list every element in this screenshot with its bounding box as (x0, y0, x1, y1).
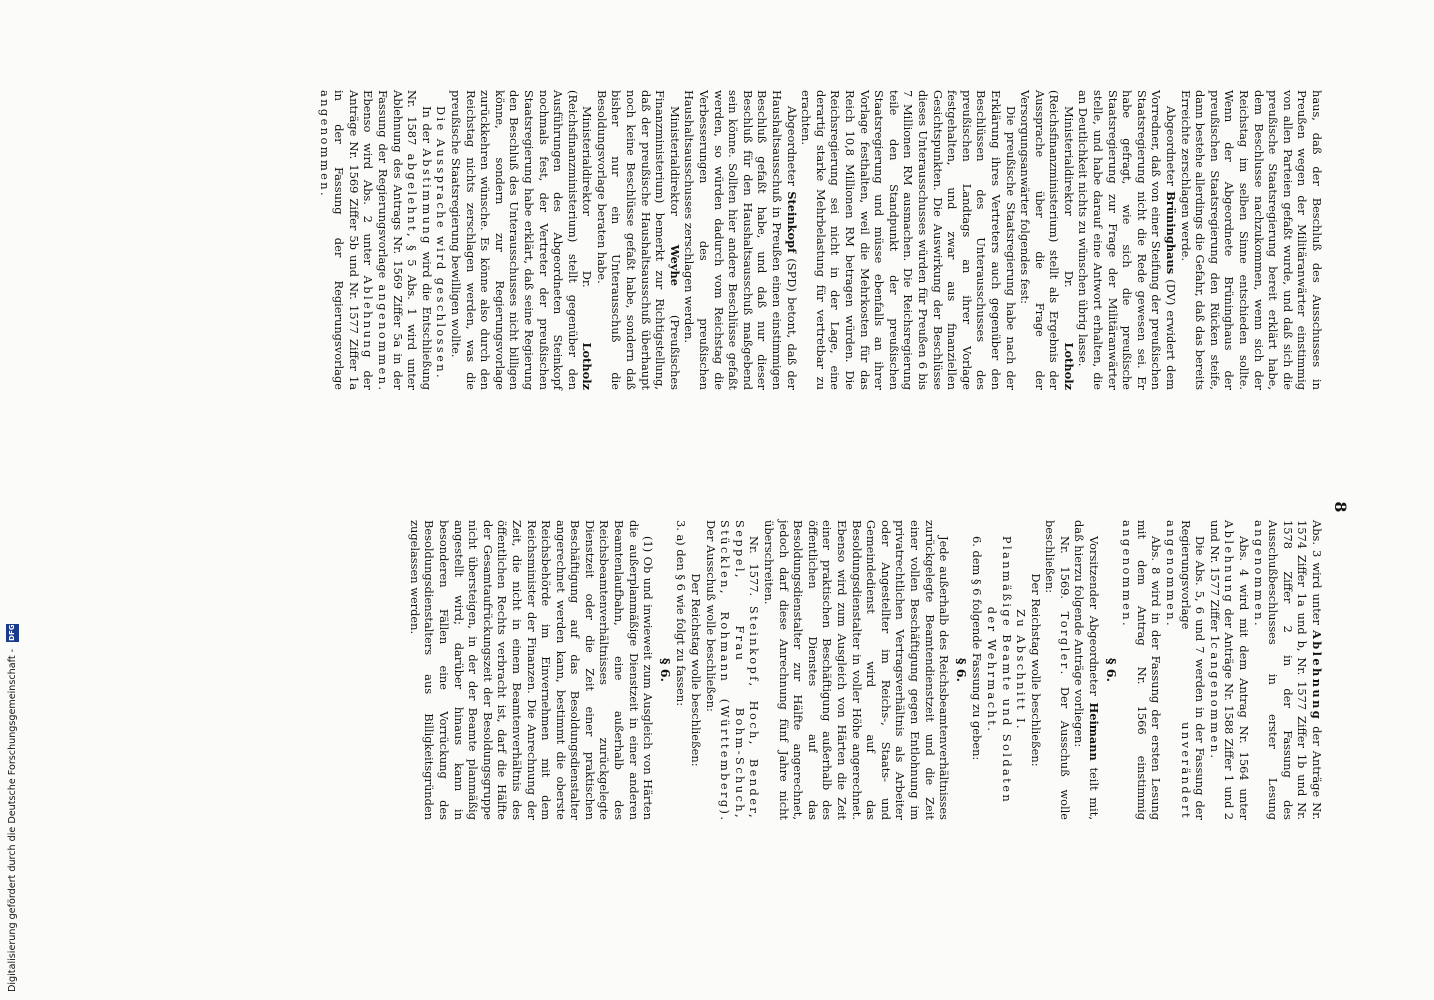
text-run: Ablehnung (1222, 520, 1237, 605)
text-run: Ablehnung (361, 275, 376, 360)
centered-line: Planmäßige Beamte und Soldaten der Wehrmacht. (984, 535, 1014, 805)
text-run: Die Abs. 5, 6 und 7 werden in der Fassung der Regierungsvorlage (1178, 520, 1208, 820)
text-run: . (1164, 622, 1179, 626)
text-run: (DV) erwidert dem Vorredner, daß von einer Steifung der preußischen Staatsregierung nicht die Rede gewesen sei. Er habe gefragt, wie sich die preußische Staatsregierung zur Frage der Militäranwärter stelle, und habe darauf eine Antwort erhalten, die an Deutlichkeit nichts zu wünschen übrig lasse. (1076, 90, 1179, 390)
text-run: Lotholz (580, 342, 595, 390)
paragraph (1207, 520, 1251, 820)
text-run: der Anträge Nr. 1569 Ziffer 5b und Nr. 1577 Ziffer 1a in der Fassung der Regierungsvorlage (332, 90, 376, 390)
text-run: . (1251, 622, 1266, 626)
text-run: angenommen (376, 284, 390, 387)
text-run: (Reichsfinanzministerium) stellt gegenüber den Ausführungen des Abgeordneten Steinkopf nochmals fest, der Vertreter der preußischen Staatsregierung habe erklärt, daß seine Regierung den Beschluß des Unterausschusses nicht billigen könne, sondern zur Regierungsvorlage zurückkehren wünsche. Es könne also durch den Reichstag nichts zerschlagen werden, was die preußische Staatsregierung bewilligen wollte. (448, 90, 580, 390)
text-run: Vorsitzender Abgeordneter (1087, 536, 1102, 703)
text-run: , § 5 Abs. 1 wird unter Ablehnung des Antrags Nr. 1569 Ziffer 5a in der Fassung der Regierungsvorlage (376, 90, 420, 390)
text-run: abgelehnt (405, 153, 420, 234)
centered-line: Der Reichstag wolle beschließen: (689, 573, 704, 767)
text-run: . Der Ausschuß wolle beschließen: (1043, 520, 1072, 820)
footer-credit (2, 600, 24, 992)
paragraph (703, 520, 761, 820)
text-run: Abs. 4 wird mit dem Antrag Nr. 1564 unter (1237, 536, 1252, 820)
centered-line: Zu Abschnitt I. (1014, 609, 1029, 731)
text-run: Abs. 8 wird in der Fassung der ersten Lesung mit dem Antrag Nr. 1566 einstimmig (1134, 520, 1164, 820)
text-run: . (1207, 754, 1222, 758)
paragraph (1251, 520, 1324, 820)
text-column-left (407, 520, 1324, 820)
text-run: Ministerialdirektor (667, 106, 682, 245)
centered-line: Der Reichstag wolle beschließen: (1028, 573, 1043, 767)
paragraph (407, 520, 655, 820)
paragraph (682, 90, 799, 390)
paragraph (1178, 90, 1324, 390)
text-run: Lotholz (1061, 342, 1076, 390)
text-run: Weyhe (667, 244, 682, 287)
paragraph (674, 520, 689, 820)
paragraph (1076, 90, 1178, 390)
paragraph (594, 90, 682, 390)
text-run: angenommen (1251, 520, 1266, 623)
paragraph (1018, 90, 1076, 390)
text-run: Steinkopf, Hoch, Bender, Seppel, Frau Bohm-Schuch, Stücklen, Rohmann (Württemberg) (718, 520, 762, 820)
text-run: angenommen (1207, 652, 1222, 755)
paragraph (1163, 520, 1207, 820)
text-run: . (1120, 622, 1135, 626)
text-run: Abs. 3 wird unter (1310, 520, 1324, 631)
text-run: . Ebenso wird Abs. 2 unter (361, 90, 390, 390)
text-run: 3. a) den § 6 wie folgt zu fassen: (674, 520, 689, 707)
text-run: In der (419, 106, 434, 149)
text-run: Brüninghaus (1164, 191, 1179, 275)
section-heading: § 6. (657, 658, 673, 682)
paragraph (761, 520, 951, 820)
paragraph (317, 90, 434, 390)
paragraph (1120, 520, 1164, 820)
text-run: Ministerialdirektor Dr. (580, 106, 595, 343)
text-run: Die Aussprache wird geschlossen. (434, 106, 449, 381)
text-column-right (317, 90, 1324, 390)
text-run: (Preußisches Finanzministerium) bemerkt zur Richtigstellung, daß der preußische Haushaltsausschuß überhaupt noch keine Beschlüsse gefaßt habe, sondern daß bisher nur ein Unterausschuß die Besoldungsvorlage beraten habe. (594, 90, 682, 391)
text-run: . (317, 192, 332, 196)
text-run: Nr. 1569. (1057, 536, 1072, 612)
text-run: Die preußische Staatsregierung habe nach der Erklärung ihres Vertreters auch gegenüber den Beschlüssen des Unterausschusses des preußischen Landtags an ihrer Vorlage festgehalten, und zwar aus finanziellen Gesichtspunkten. Die Auswirkung der Beschlüsse dieses Unterausschusses würden für Preußen 6 bis 7 Millionen RM ausmachen. Die Reichsregierung teile den Standpunkt der preußischen Staatsregierung und müsse ebenfalls an ihrer Vorlage festhalten, weil die Mehrkosten für das Reich 10,8 Millionen RM betragen würden. Die Reichsregierung sei nicht in der Lage, eine derartig starke Mehrbelastung für vertretbar zu erachten. (799, 90, 1018, 390)
dfg-logo: DFG (6, 624, 19, 642)
text-run: 6. dem § 6 folgende Fassung zu geben: (970, 536, 985, 761)
section-heading: § 6. (953, 658, 969, 682)
text-run: (Reichsfinanzministerium) stellt als Ergebnis der Aussprache über die Frage der Versorgungsanwärter folgendes fest: (1018, 90, 1062, 390)
text-run: Ministerialdirektor Dr. (1061, 106, 1076, 343)
text-run: wird die Entschließung Nr. 1587 (405, 90, 434, 390)
paragraph (1072, 520, 1101, 820)
text-run: Abgeordneter (784, 106, 799, 192)
text-run: haus, daß der Beschluß des Ausschusses in Preußen wegen der Militäranwärter einstimmig von allen Parteien gefaßt wurde, und daß sich die preußische Staatsregierung bereit erklärt habe, dem Beschlusse nachzukommen, wenn sich der Reichstag im selben Sinne entschieden sollte. Wenn der Abgeordnete Brüninghaus der preußischen Staatsregierung den Rücken steife, dann bestehe allerdings die Gefahr, daß das bereits Erreichte zerschlagen werde. (1178, 90, 1324, 390)
footer-credit-text: Digitalisierung gefördert durch die Deutsche Forschungsgemeinschaft - (7, 648, 18, 992)
text-run: (1) Ob und inwieweit zum Ausgleich von Härten die außerplanmäßige Dienstzeit in einer anderen Beamtenlaufbahn, eine außerhalb des Reichsbeamtenverhältnisses zurückgelegte Dienstzeit oder die Zeit einer praktischen Beschäftigung auf das Besoldungsdienstalter angerechnet werden kann, bestimmt die oberste Reichsbehörde im Einvernehmen mit dem Reichsminister der Finanzen. Die Anrechnung der Zeit, die nicht in einem Beamtenverhältnis des öffentlichen Rechts verbracht ist, darf die Hälfte der Gesamtaufrückungszeit der Besoldungsgruppe nicht übersteigen, in der der Beamte planmäßig angestellt wird; darüber hinaus kann in besonderen Fällen eine Vorrückung des Besoldungsdienstalters aus Billigkeitsgründen zugelassen werden. (407, 520, 656, 820)
text-run: Torgler (1057, 611, 1072, 671)
page-number: 8 (1331, 501, 1350, 513)
paragraph (799, 90, 1018, 390)
text-run: Abgeordneter (1164, 106, 1179, 192)
text-run: angenommen (317, 90, 332, 193)
text-run: Abstimmung (419, 148, 434, 246)
text-run: Heimann (1087, 702, 1102, 761)
text-run: der Anträge Nr. 1588 Ziffer 1 und 2 und Nr. 1577 Ziffer 1c (1207, 520, 1237, 820)
section-heading: § 6. (1103, 658, 1119, 682)
paragraph (434, 90, 449, 390)
text-run: Jede außerhalb des Reichsbeamtenverhältnisses zurückgelegte Beamtendienstzeit und die Zeit einer vollen Beschäftigung gegen Entlohnung im privatrechtlichen Vertragsverhältnis als Arbeiter oder Angestellter im Reichs-, Staats- und Gemeindedienst wird auf das Besoldungsdienstalter in voller Höhe angerechnet. Ebenso wird zum Ausgleich von Härten die Zeit einer praktischen Beschäftigung außerhalb des öffentlichen Dienstes auf das Besoldungsdienstalter zur Hälfte angerechnet, jedoch darf diese Anrechnung fünf Jahre nicht überschreiten. (762, 520, 952, 820)
text-run: teilt mit, daß hierzu folgende Anträge vorliegen: (1072, 520, 1102, 820)
text-run: (SPD) betont, daß der Haushaltsausschuß in Preußen einen einstimmigen Beschluß gefaßt habe, und daß nur dieser Beschluß für den Haushaltsausschuß maßgebend sein könne. Sollten hier andere Beschlüsse gefaßt werden, so würden dadurch vom Reichstag die Verbesserungen des preußischen Haushaltsausschusses zerschlagen werden. (682, 90, 799, 390)
text-run: unverändert angenommen (1164, 520, 1193, 820)
text-run: Ablehnung (1310, 630, 1324, 722)
paragraph (1043, 520, 1072, 820)
text-run: . Der Ausschuß wolle beschließen: (703, 520, 733, 820)
text-run: der Anträge Nr. 1574 Ziffer 1a und b, Nr. 1577 Ziffer 1b und Nr. 1578 Ziffer 2 in der Fassung des Ausschußbeschlusses in erster Lesung (1266, 520, 1324, 821)
text-run: angenommen (1120, 520, 1135, 623)
paragraph (448, 90, 594, 390)
text-run: Nr. 1577. (747, 536, 762, 606)
paragraph (970, 520, 985, 820)
text-run: Steinkopf (784, 191, 799, 254)
